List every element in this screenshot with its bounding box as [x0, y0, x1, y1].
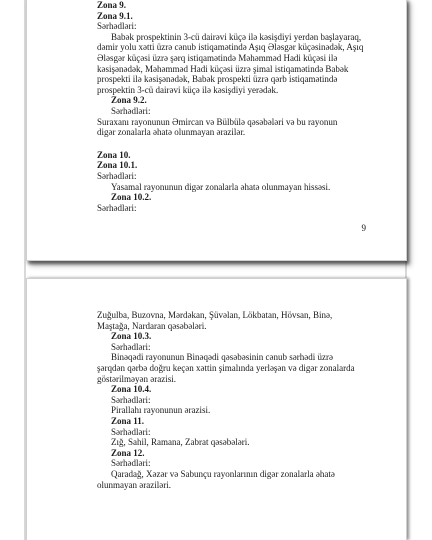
text-line: dəmir yolu xətti üzrə cənub istiqamətində Aşıq Ələsgər küçəsinədək, Aşıq: [97, 42, 364, 53]
boundaries-label: Sərhədləri:: [111, 394, 151, 405]
subzone-heading: Zona 9.2.: [111, 95, 147, 106]
text-line: Yasamal rayonunun digər zonalarla əhatə olunmayan hissəsi.: [111, 181, 331, 192]
boundaries-label: Sərhədləri:: [97, 202, 137, 213]
subzone-heading: Zona 10.4.: [111, 384, 152, 395]
spacer: [97, 138, 371, 150]
text-line: Pirallahı rayonunun ərazisi.: [111, 405, 211, 416]
text-line: Zığ, Sahil, Ramana, Zabrat qəsəbələri.: [111, 437, 250, 448]
boundaries-label: Sərhədləri:: [111, 458, 151, 469]
document-page-bottom: [26, 278, 407, 540]
zone-heading: Zona 9.: [97, 0, 127, 10]
text-line: göstərilməyən ərazisi.: [97, 373, 176, 384]
text-line: kəsişənədək, Məhəmməd Hadi küçəsi üzrə şimal istiqamətində Babək: [97, 63, 349, 74]
zone-heading: Zona 12.: [111, 447, 145, 458]
text-line: şərqdən qərbə doğru keçən xəttin şimalında yerləşən və digər zonalarda: [97, 362, 355, 373]
text-line: olunmayan əraziləri.: [97, 479, 171, 490]
boundaries-label: Sərhədləri:: [97, 21, 137, 32]
page-number: 9: [361, 223, 366, 233]
boundaries-label: Sərhədləri:: [111, 426, 151, 437]
text-line: digər zonalarla əhatə olunmayan ərazilər.: [97, 127, 246, 138]
text-line: Ələsgər küçəsi üzrə şərq istiqamətində Məhəmməd Hadi küçəsi ilə: [97, 52, 338, 63]
text-line: Binəqədi rayonunun Binəqədi qəsəbəsinin cənub sərhədi üzrə: [111, 352, 333, 363]
text-line: Suraxanı rayonunun Əmircan və Bülbülə qəsəbələri və bu rayonun: [97, 116, 338, 127]
boundaries-label: Sərhədləri:: [111, 105, 151, 116]
subzone-heading: Zona 10.3.: [111, 331, 152, 342]
text-line: Maştağa, Nardaran qəsəbələri.: [97, 320, 207, 331]
text-line: Babək prospektinin 3-cü dairəvi küçə ilə kəsişdiyi yerdən başlayaraq,: [111, 31, 362, 42]
text-line: prospektin 3-cü dairəvi küçə ilə kəsişdiyi yerədək.: [97, 84, 279, 95]
boundaries-label: Sərhədləri:: [111, 341, 151, 352]
page-top-text: [97, 0, 371, 213]
document-page-top: [26, 0, 407, 261]
text-line: Qaradağ, Xəzər və Sabunçu rayonlarının digər zonalarla əhatə: [111, 468, 335, 479]
text-line: Zuğulba, Buzovna, Mərdəkan, Şüvəlan, Lökbatan, Hövsan, Binə,: [97, 310, 333, 320]
zone-heading: Zona 11.: [111, 415, 145, 426]
page-bottom-text: [97, 310, 371, 490]
boundaries-label: Sərhədləri:: [97, 170, 137, 181]
zone-heading: Zona 10.: [97, 149, 131, 160]
subzone-heading: Zona 10.1.: [97, 160, 138, 171]
subzone-heading: Zona 10.2.: [111, 192, 152, 203]
subzone-heading: Zona 9.1.: [97, 10, 133, 21]
text-line: prospekti ilə kəsişənədək, Babək prospekti üzrə qərb istiqamətində: [97, 74, 338, 85]
